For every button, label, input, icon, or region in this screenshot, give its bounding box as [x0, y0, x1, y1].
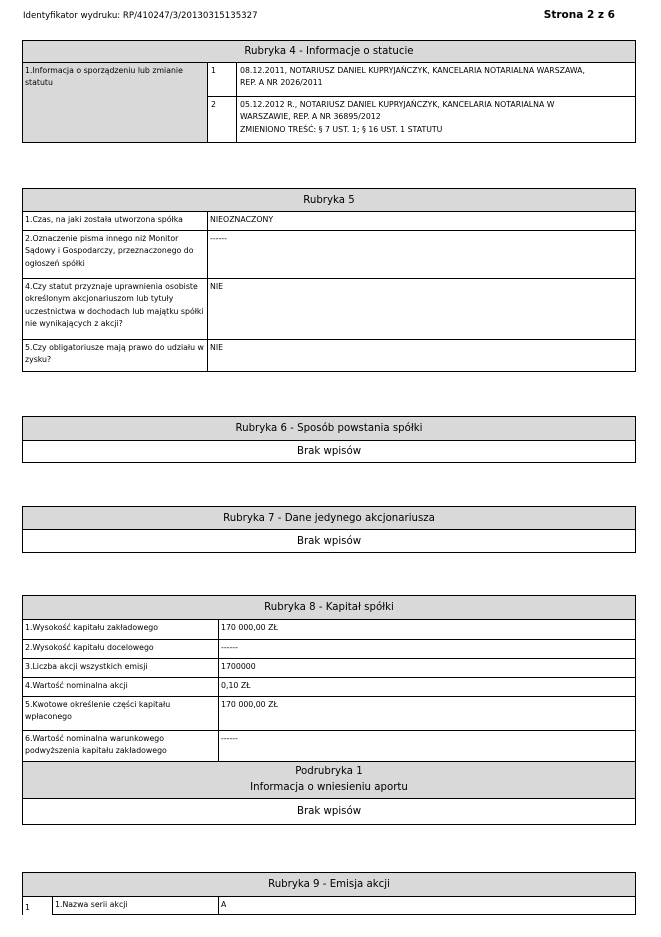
- field-value: NIE: [210, 343, 224, 352]
- subsection-description: Informacja o wniesieniu aportu: [250, 782, 408, 793]
- table-row: [23, 212, 635, 230]
- field-label: 2.Oznaczenie pisma innego niż Monitor Sądowy i Gospodarczy, przeznaczonego do ogłoszeń spółki: [23, 231, 208, 278]
- table-row: [23, 278, 635, 339]
- empty-entries: Brak wpisów: [296, 806, 362, 817]
- section-title: Rubryka 6 - Sposób powstania spółki: [23, 417, 635, 441]
- entry-line: REP. A NR 2026/2011: [240, 78, 323, 88]
- section-rubryka-4: [22, 40, 636, 143]
- table-row: [23, 230, 635, 278]
- table-row: [23, 639, 635, 658]
- empty-entries: Brak wpisów: [296, 446, 362, 457]
- page-number: Strona 2 z 6: [543, 9, 615, 21]
- field-value: 0,10 ZŁ: [221, 681, 251, 690]
- table-row: [23, 696, 635, 730]
- field-value: 170 000,00 ZŁ: [221, 700, 278, 709]
- field-label: 1.Czas, na jaki została utworzona spółka: [23, 212, 208, 230]
- section-title: Rubryka 9 - Emisja akcji: [23, 873, 635, 897]
- table-row: [23, 658, 635, 677]
- field-value: 1700000: [221, 662, 256, 671]
- field-label: 3.Liczba akcji wszystkich emisji: [23, 659, 219, 677]
- section-title: Rubryka 7 - Dane jedynego akcjonariusza: [23, 507, 635, 530]
- table-row: [23, 730, 635, 761]
- field-value: ------: [210, 234, 227, 243]
- section-title: Rubryka 5: [23, 189, 635, 212]
- subsection-name: Podrubryka 1: [295, 766, 363, 777]
- table-row: [23, 620, 635, 639]
- field-label: 5.Czy obligatoriusze mają prawo do udziału w zysku?: [23, 340, 208, 371]
- section-rubryka-8: [22, 595, 636, 825]
- entry-number: 1: [23, 897, 53, 915]
- table-row: [23, 677, 635, 696]
- entry-number: 1: [208, 63, 237, 96]
- section-title: Rubryka 4 - Informacje o statucie: [23, 41, 635, 63]
- field-label: 1.Informacja o sporządzeniu lub zmianie statutu: [23, 63, 208, 142]
- field-value: ------: [221, 734, 238, 743]
- section-rubryka-9: [22, 872, 636, 915]
- section-rubryka-6: [22, 416, 636, 463]
- field-label: 6.Wartość nominalna warunkowego podwyższenia kapitału zakładowego: [23, 731, 219, 761]
- field-value: 170 000,00 ZŁ: [221, 623, 278, 632]
- table-row: [23, 339, 635, 371]
- entry-number: 2: [208, 97, 237, 142]
- field-label: 5.Kwotowe określenie części kapitału wpłaconego: [23, 697, 219, 730]
- empty-entries: Brak wpisów: [296, 535, 362, 547]
- entry-row: [208, 63, 635, 96]
- subsection-title: [23, 761, 635, 799]
- field-label: 1.Nazwa serii akcji: [53, 897, 219, 915]
- entry-line: 05.12.2012 R., NOTARIUSZ DANIEL KUPRYJAŃCZYK, KANCELARIA NOTARIALNA W: [240, 100, 555, 109]
- entry-line: 08.12.2011, NOTARIUSZ DANIEL KUPRYJAŃCZYK, KANCELARIA NOTARIALNA WARSZAWA,: [240, 66, 585, 75]
- entry-line: ZMIENIONO TREŚĆ: § 7 UST. 1; § 16 UST. 1 STATUTU: [240, 124, 443, 134]
- table-row: [23, 897, 635, 915]
- field-value: A: [219, 897, 635, 915]
- field-label: 4.Czy statut przyznaje uprawnienia osobiste określonym akcjonariuszom lub tytuły uczestnictwa w dochodach lub majątku spółki nie wynikających z akcji?: [23, 279, 208, 339]
- section-rubryka-5: [22, 188, 636, 372]
- field-value: ------: [221, 643, 238, 652]
- field-value: NIEOZNACZONY: [210, 215, 274, 224]
- print-identifier: Identyfikator wydruku: RP/410247/3/20130315135327: [23, 11, 258, 21]
- entry-text: [237, 97, 635, 142]
- field-label: 4.Wartość nominalna akcji: [23, 678, 219, 696]
- field-label: 2.Wysokość kapitału docelowego: [23, 640, 219, 658]
- section-title: Rubryka 8 - Kapitał spółki: [23, 596, 635, 620]
- entry-row: [208, 96, 635, 142]
- field-value: NIE: [210, 282, 224, 291]
- field-label: 1.Wysokość kapitału zakładowego: [23, 620, 219, 639]
- section-rubryka-7: [22, 506, 636, 553]
- entry-text: [237, 63, 635, 96]
- entry-line: WARSZAWIE, REP. A NR 36895/2012: [240, 112, 381, 122]
